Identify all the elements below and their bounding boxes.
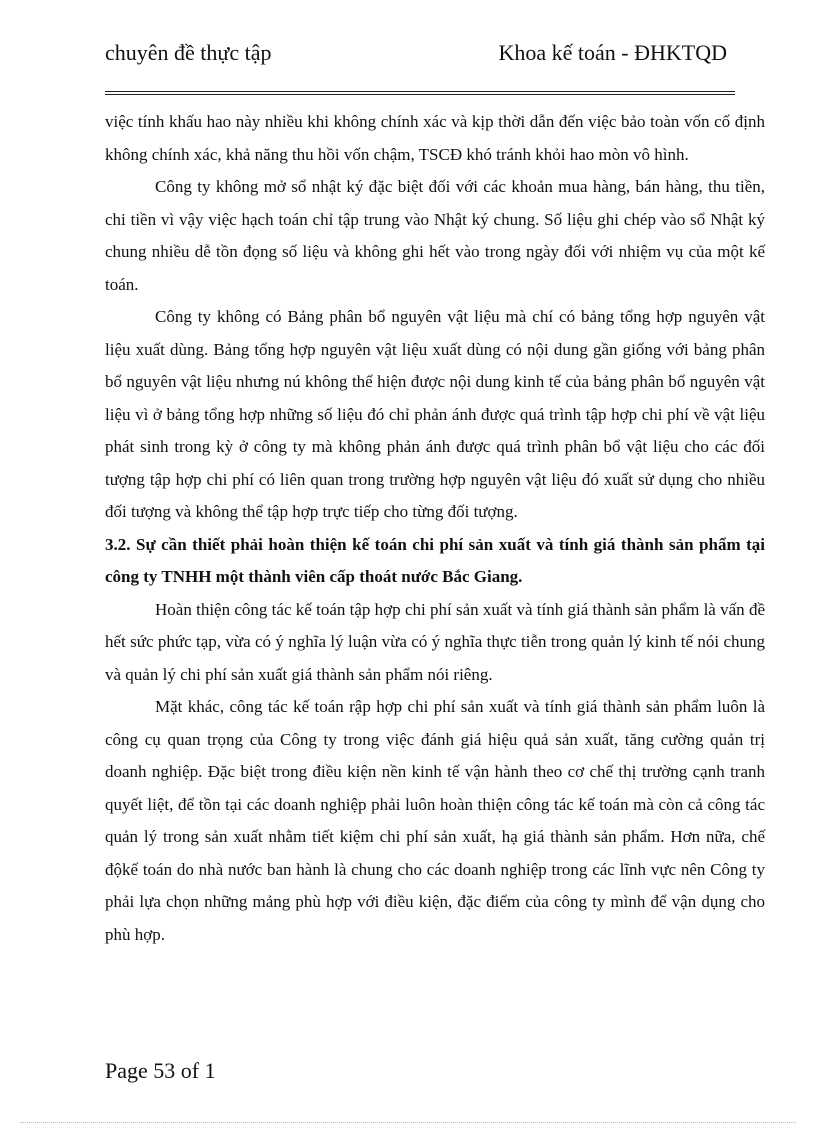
paragraph: Công ty không có Bảng phân bổ nguyên vật liệu mà chí có bảng tổng hợp nguyên vật liệu xuất dùng. Bảng tổng hợp nguyên vật liệu xuất dùng có nội dung gần giống với bảng phân bổ nguyên vật liệu nhưng nú không thể hiện được nội dung kinh tế của bảng phân bổ nguyên vật liệu vì ở bảng tổng hợp những số liệu đó chỉ phản ánh được quá trình tập hợp chi phí về vật liệu phát sinh trong kỳ ở công ty mà không phản ánh được quá trình phân bổ vật liệu cho các đối tượng tập hợp chi phí có liên quan trong trường hợp nguyên vật liệu đó xuất sử dụng cho nhiều đối tượng và không thể tập hợp trực tiếp cho từng đối tượng. xyxy=(105,307,765,521)
paragraph: Công ty không mở sổ nhật ký đặc biệt đối với các khoản mua hàng, bán hàng, thu tiền, chi tiền vì vậy việc hạch toán chỉ tập trung vào Nhật ký chung. Số liệu ghi chép vào sổ Nhật ký chung nhiều dễ tồn đọng số liệu và không ghi hết vào trong ngày đối với nhiệm vụ của một kế toán. xyxy=(105,177,765,294)
paragraph: Mặt khác, công tác kế toán rập hợp chi phí sản xuất và tính giá thành sản phẩm luôn là công cụ quan trọng của Công ty trong việc đánh giá hiệu quả sản xuất, tăng cường quản trị doanh nghiệp. Đặc biệt trong điều kiện nền kinh tế vận hành theo cơ chế thị trường cạnh tranh quyết liệt, để tồn tại các doanh nghiệp phải luôn hoàn thiện công tác kế toán mà còn cả công tác quản lý trong sản xuất nhằm tiết kiệm chi phí sản xuất, hạ giá thành sản phẩm. Hơn nữa, chế độkế toán do nhà nước ban hành là chung cho các doanh nghiệp trong các lĩnh vực nên Công ty phải lựa chọn những mảng phù hợp với điều kiện, đặc điểm của công ty mình để vận dụng cho phù hợp. xyxy=(105,697,765,944)
header-course-title: chuyên đề thực tập xyxy=(105,40,272,65)
page-number: Page 53 of 1 xyxy=(105,1058,216,1083)
header-faculty: Khoa kế toán - ĐHKTQD xyxy=(498,40,727,65)
section-heading: 3.2. Sự cần thiết phải hoàn thiện kế toán chi phí sản xuất và tính giá thành sản phẩm tại công ty TNHH một thành viên cấp thoát nước Bắc Giang. xyxy=(105,534,765,586)
page-header xyxy=(105,38,737,72)
document-body xyxy=(105,106,765,951)
header-divider xyxy=(105,91,735,95)
paragraph-continuation: việc tính khấu hao này nhiều khi không chính xác và kịp thời dẫn đến việc bảo toàn vốn cố định không chính xác, khả năng thu hồi vốn chậm, TSCĐ khó tránh khỏi hao mòn vô hình. xyxy=(105,112,765,164)
paragraph: Hoàn thiện công tác kế toán tập hợp chi phí sản xuất và tính giá thành sản phẩm là vấn đề hết sức phức tạp, vừa có ý nghĩa lý luận vừa có ý nghĩa thực tiễn trong quản lý kinh tế nói chung và quản lý chi phí sản xuất giá thành sản phẩm nói riêng. xyxy=(105,599,765,684)
